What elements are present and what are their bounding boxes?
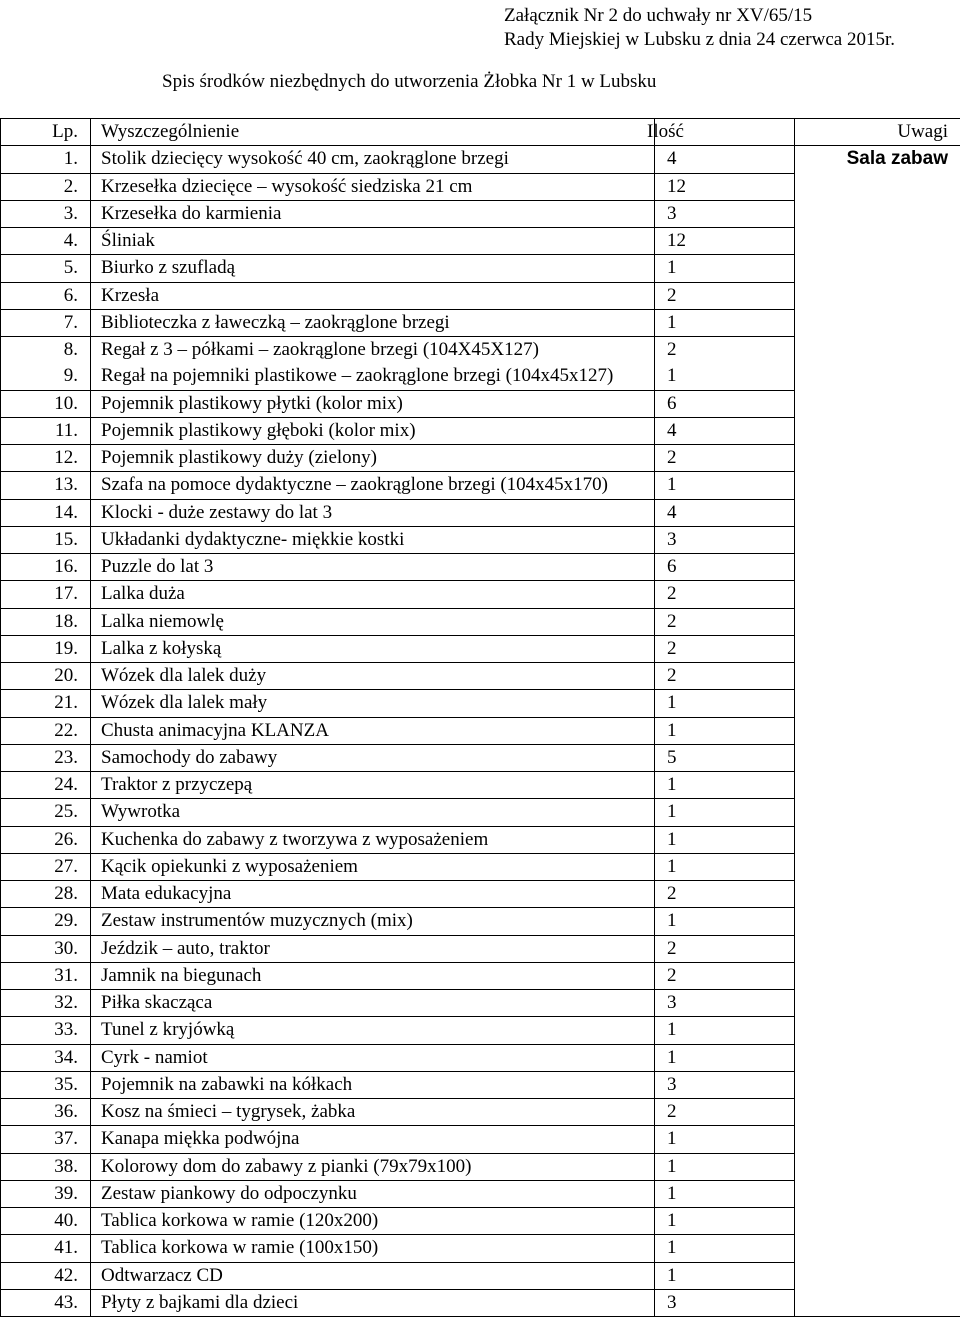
row-qty-cell — [655, 499, 795, 526]
row-qty: 3 — [667, 1073, 677, 1095]
row-name: Kuchenka do zabawy z tworzywa z wyposażeniem — [101, 828, 489, 850]
row-lp: 7. — [63, 311, 78, 333]
row-lp-cell — [1, 962, 91, 989]
row-name-cell — [91, 935, 655, 962]
row-name: Biblioteczka z ławeczką – zaokrąglone brzegi — [101, 311, 450, 333]
row-name-cell — [91, 1153, 655, 1180]
row-qty-cell — [655, 173, 795, 200]
row-lp-cell — [1, 146, 91, 173]
row-qty-cell — [655, 635, 795, 662]
row-name-cell — [91, 962, 655, 989]
row-lp: 17. — [54, 583, 78, 605]
row-qty-cell — [655, 744, 795, 771]
row-qty: 2 — [667, 964, 677, 986]
row-name-cell — [91, 255, 655, 282]
row-qty-cell — [655, 990, 795, 1017]
table-row — [1, 146, 960, 173]
row-lp-cell — [1, 908, 91, 935]
row-lp: 38. — [54, 1155, 78, 1177]
row-qty: 2 — [667, 447, 677, 468]
row-qty: 1 — [667, 774, 677, 795]
row-lp: 2. — [63, 175, 78, 197]
row-name-cell — [91, 744, 655, 771]
row-lp-cell — [1, 1262, 91, 1289]
row-qty-cell — [655, 935, 795, 962]
row-qty: 1 — [667, 719, 677, 741]
row-name: Piłka skacząca — [101, 992, 213, 1013]
row-lp-cell — [1, 1044, 91, 1071]
row-lp: 31. — [54, 964, 78, 986]
row-lp-cell — [1, 581, 91, 608]
row-lp: 8. — [63, 339, 78, 360]
row-qty: 3 — [667, 1291, 677, 1313]
row-lp-cell — [1, 554, 91, 581]
row-qty-cell — [655, 1235, 795, 1262]
row-lp-cell — [1, 173, 91, 200]
row-qty: 4 — [667, 501, 677, 523]
row-name-cell — [91, 908, 655, 935]
row-name: Krzesła — [101, 284, 160, 306]
row-lp: 10. — [54, 392, 78, 414]
row-lp: 21. — [54, 692, 78, 714]
row-lp: 4. — [63, 230, 78, 251]
row-qty-cell — [655, 1099, 795, 1126]
row-qty: 1 — [667, 474, 677, 496]
row-lp-cell — [1, 990, 91, 1017]
row-qty-cell — [655, 1044, 795, 1071]
row-qty-cell — [655, 390, 795, 417]
row-name-cell — [91, 990, 655, 1017]
row-lp: 30. — [54, 937, 78, 959]
row-name-cell — [91, 146, 655, 173]
row-name-cell — [91, 1180, 655, 1207]
row-lp-cell — [1, 1017, 91, 1044]
row-lp: 26. — [54, 828, 78, 850]
row-lp-cell — [1, 1153, 91, 1180]
row-qty-cell — [655, 146, 795, 173]
row-qty-cell — [655, 1017, 795, 1044]
row-name: Samochody do zabawy — [101, 746, 278, 768]
row-name-cell — [91, 554, 655, 581]
row-qty-cell — [655, 1126, 795, 1153]
items-table — [0, 118, 960, 1317]
row-lp-cell — [1, 417, 91, 444]
row-qty-cell — [655, 526, 795, 553]
row-lp: 33. — [54, 1019, 78, 1041]
row-qty: 2 — [667, 883, 677, 904]
row-name: Krzesełka dziecięce – wysokość siedziska 21 cm — [101, 175, 473, 197]
row-lp-cell — [1, 445, 91, 472]
row-lp: 25. — [54, 801, 78, 823]
row-name-cell — [91, 1126, 655, 1153]
row-qty-cell — [655, 445, 795, 472]
row-qty: 1 — [667, 311, 677, 333]
row-lp: 39. — [54, 1182, 78, 1204]
row-name: Lalka duża — [101, 583, 185, 605]
row-qty-cell — [655, 908, 795, 935]
row-lp-cell — [1, 690, 91, 717]
row-qty: 3 — [667, 992, 677, 1013]
row-name-cell — [91, 1262, 655, 1289]
row-name: Stolik dziecięcy wysokość 40 cm, zaokrąglone brzegi — [101, 148, 509, 170]
row-lp-cell — [1, 1071, 91, 1098]
row-qty-cell — [655, 1208, 795, 1235]
row-name-cell — [91, 445, 655, 472]
row-qty-cell — [655, 717, 795, 744]
row-lp: 43. — [54, 1291, 78, 1313]
row-qty-cell — [655, 1071, 795, 1098]
row-lp: 27. — [54, 855, 78, 877]
row-qty-cell — [655, 1180, 795, 1207]
row-name-cell — [91, 1208, 655, 1235]
row-name: Pojemnik plastikowy głęboki (kolor mix) — [101, 419, 416, 441]
row-lp: 37. — [54, 1128, 78, 1150]
row-lp: 32. — [54, 992, 78, 1013]
row-lp: 41. — [54, 1237, 78, 1259]
row-lp-cell — [1, 472, 91, 499]
row-qty: 1 — [667, 1046, 677, 1068]
row-qty-cell — [655, 799, 795, 826]
row-name-cell — [91, 228, 655, 255]
row-qty-cell — [655, 690, 795, 717]
row-name: Chusta animacyjna KLANZA — [101, 719, 329, 741]
row-name-cell — [91, 173, 655, 200]
row-qty-cell — [655, 608, 795, 635]
row-name: Śliniak — [101, 230, 155, 251]
row-qty: 1 — [667, 1019, 677, 1041]
row-name-cell — [91, 1099, 655, 1126]
row-name: Jeździk – auto, traktor — [101, 937, 270, 959]
row-lp: 29. — [54, 910, 78, 932]
row-lp: 5. — [63, 257, 78, 279]
row-qty: 3 — [667, 528, 677, 550]
row-name: Kolorowy dom do zabawy z pianki (79x79x100) — [101, 1155, 472, 1177]
row-lp: 23. — [54, 746, 78, 768]
row-name: Zestaw instrumentów muzycznych (mix) — [101, 910, 413, 932]
row-name-cell — [91, 390, 655, 417]
row-lp-cell — [1, 1180, 91, 1207]
row-qty-cell — [655, 826, 795, 853]
row-lp: 6. — [63, 284, 78, 306]
row-name-cell — [91, 608, 655, 635]
row-name: Kosz na śmieci – tygrysek, żabka — [101, 1101, 356, 1122]
row-qty: 1 — [667, 828, 677, 850]
header-name: Wyszczególnienie — [91, 119, 655, 146]
row-name: Cyrk - namiot — [101, 1046, 208, 1068]
row-lp: 9. — [63, 365, 78, 387]
row-lp: 24. — [54, 774, 78, 795]
row-name-cell — [91, 717, 655, 744]
row-lp-cell — [1, 744, 91, 771]
row-name: Odtwarzacz CD — [101, 1264, 223, 1286]
row-name-cell — [91, 499, 655, 526]
row-lp: 3. — [63, 202, 78, 224]
document-header — [504, 4, 895, 52]
row-name: Lalka z kołyską — [101, 637, 222, 659]
row-name-cell — [91, 200, 655, 227]
row-name-cell — [91, 1289, 655, 1316]
row-name-cell — [91, 663, 655, 690]
row-lp-cell — [1, 1126, 91, 1153]
row-name-cell — [91, 282, 655, 309]
row-qty-cell — [655, 309, 795, 336]
row-lp-cell — [1, 1235, 91, 1262]
row-qty: 6 — [667, 556, 677, 577]
header-line-2: Rady Miejskiej w Lubsku z dnia 24 czerwca 2015r. — [504, 29, 895, 50]
row-name: Regał z 3 – półkami – zaokrąglone brzegi (104X45X127) — [101, 339, 539, 360]
row-qty-cell — [655, 282, 795, 309]
row-name: Puzzle do lat 3 — [101, 556, 214, 577]
row-qty-cell — [655, 200, 795, 227]
row-lp: 18. — [54, 610, 78, 632]
row-lp: 40. — [54, 1210, 78, 1231]
row-name: Wózek dla lalek mały — [101, 692, 268, 714]
row-name: Krzesełka do karmienia — [101, 202, 282, 224]
row-qty: 1 — [667, 855, 677, 877]
row-lp-cell — [1, 935, 91, 962]
row-qty: 1 — [667, 1155, 677, 1177]
row-name: Lalka niemowlę — [101, 610, 224, 632]
row-qty: 3 — [667, 202, 677, 224]
row-name: Pojemnik na zabawki na kółkach — [101, 1073, 353, 1095]
row-name: Układanki dydaktyczne- miękkie kostki — [101, 528, 405, 550]
row-qty-cell — [655, 663, 795, 690]
row-name-cell — [91, 635, 655, 662]
row-qty-cell — [655, 1262, 795, 1289]
row-lp-cell — [1, 799, 91, 826]
row-lp: 14. — [54, 501, 78, 523]
row-qty: 1 — [667, 1264, 677, 1286]
row-name: Klocki - duże zestawy do lat 3 — [101, 501, 333, 523]
row-name: Płyty z bajkami dla dzieci — [101, 1291, 299, 1313]
row-lp-cell — [1, 826, 91, 853]
row-qty: 4 — [667, 148, 677, 170]
row-qty: 12 — [667, 230, 686, 251]
row-lp-cell — [1, 337, 91, 391]
row-name: Szafa na pomoce dydaktyczne – zaokrąglone brzegi (104x45x170) — [101, 474, 608, 496]
row-lp-cell — [1, 228, 91, 255]
row-lp-cell — [1, 881, 91, 908]
row-qty: 1 — [667, 1237, 677, 1259]
row-lp-cell — [1, 772, 91, 799]
row-lp: 11. — [54, 419, 78, 441]
row-qty: 1 — [667, 257, 677, 279]
row-lp-cell — [1, 608, 91, 635]
row-qty-cell — [655, 228, 795, 255]
row-lp-cell — [1, 635, 91, 662]
row-lp-cell — [1, 309, 91, 336]
row-qty: 2 — [667, 1101, 677, 1122]
row-qty-cell — [655, 581, 795, 608]
row-name-cell — [91, 309, 655, 336]
row-name-cell — [91, 417, 655, 444]
row-qty-cell — [655, 472, 795, 499]
row-lp-cell — [1, 1099, 91, 1126]
row-lp: 13. — [54, 474, 78, 496]
row-qty: 4 — [667, 419, 677, 441]
row-name: Zestaw piankowy do odpoczynku — [101, 1182, 357, 1204]
header-qty-label: Ilość — [647, 121, 684, 142]
row-name-cell — [91, 881, 655, 908]
row-name-cell — [91, 853, 655, 880]
row-qty: 1 — [667, 801, 677, 823]
row-qty-cell — [655, 255, 795, 282]
row-qty-cell — [655, 337, 795, 391]
row-lp-cell — [1, 255, 91, 282]
row-qty: 1 — [667, 910, 677, 932]
row-qty-cell — [655, 881, 795, 908]
row-name-cell — [91, 1235, 655, 1262]
row-qty-cell — [655, 772, 795, 799]
row-lp: 12. — [54, 447, 78, 468]
header-notes: Uwagi — [795, 119, 960, 146]
row-lp-cell — [1, 526, 91, 553]
row-name: Mata edukacyjna — [101, 883, 232, 904]
row-name: Tablica korkowa w ramie (100x150) — [101, 1237, 379, 1259]
row-qty: 12 — [667, 175, 686, 197]
row-lp-cell — [1, 1289, 91, 1316]
header-qty — [647, 119, 795, 146]
row-name: Kącik opiekunki z wyposażeniem — [101, 855, 358, 877]
row-lp-cell — [1, 200, 91, 227]
row-name-cell — [91, 337, 655, 391]
row-name-cell — [91, 690, 655, 717]
row-qty: 2 — [667, 284, 677, 306]
row-name: Pojemnik plastikowy duży (zielony) — [101, 447, 377, 468]
row-name-cell — [91, 799, 655, 826]
row-lp: 34. — [54, 1046, 78, 1068]
row-lp-cell — [1, 853, 91, 880]
row-qty-cell — [655, 1289, 795, 1316]
row-lp: 1. — [63, 148, 78, 170]
row-name: Pojemnik plastikowy płytki (kolor mix) — [101, 392, 403, 414]
row-name-cell — [91, 826, 655, 853]
header-line-1: Załącznik Nr 2 do uchwały nr XV/65/15 — [504, 5, 813, 26]
row-lp-cell — [1, 1208, 91, 1235]
row-qty: 2 — [667, 637, 677, 659]
row-qty-cell — [655, 1153, 795, 1180]
row-qty: 1 — [667, 1210, 677, 1231]
row-lp: 16. — [54, 556, 78, 577]
row-qty: 2 — [667, 665, 677, 686]
row-name-cell — [91, 772, 655, 799]
row-name-cell — [91, 472, 655, 499]
row-name-cell — [91, 1017, 655, 1044]
row-lp: 22. — [54, 719, 78, 741]
row-name: Traktor z przyczepą — [101, 774, 253, 795]
row-name: Wywrotka — [101, 801, 181, 823]
row-qty: 1 — [667, 365, 677, 387]
row-lp: 36. — [54, 1101, 78, 1122]
row-lp: 28. — [54, 883, 78, 904]
notes-cell: Sala zabaw — [795, 146, 960, 1317]
row-lp-cell — [1, 390, 91, 417]
row-qty: 1 — [667, 1128, 677, 1150]
row-lp: 35. — [54, 1073, 78, 1095]
row-lp: 42. — [54, 1264, 78, 1286]
table-header-row — [1, 119, 960, 146]
row-lp-cell — [1, 282, 91, 309]
row-name-cell — [91, 1071, 655, 1098]
row-name: Wózek dla lalek duży — [101, 665, 267, 686]
row-qty-cell — [655, 853, 795, 880]
row-name-cell — [91, 1044, 655, 1071]
row-lp: 19. — [54, 637, 78, 659]
row-lp-cell — [1, 663, 91, 690]
row-qty-cell — [655, 554, 795, 581]
row-qty: 1 — [667, 692, 677, 714]
row-qty: 2 — [667, 339, 677, 360]
row-name-cell — [91, 526, 655, 553]
row-name-cell — [91, 581, 655, 608]
row-qty-cell — [655, 417, 795, 444]
row-lp: 15. — [54, 528, 78, 550]
row-qty: 2 — [667, 583, 677, 605]
row-qty: 6 — [667, 392, 677, 414]
row-name: Tunel z kryjówką — [101, 1019, 235, 1041]
row-name: Regał na pojemniki plastikowe – zaokrąglone brzegi (104x45x127) — [101, 365, 614, 387]
row-lp-cell — [1, 499, 91, 526]
row-lp-cell — [1, 717, 91, 744]
row-name: Kanapa miękka podwójna — [101, 1128, 300, 1150]
document-title: Spis środków niezbędnych do utworzenia Żłobka Nr 1 w Lubsku — [162, 71, 657, 92]
row-qty: 2 — [667, 937, 677, 959]
row-name: Tablica korkowa w ramie (120x200) — [101, 1210, 379, 1231]
row-lp: 20. — [54, 665, 78, 686]
header-lp: Lp. — [1, 119, 91, 146]
row-qty: 2 — [667, 610, 677, 632]
row-name: Biurko z szufladą — [101, 257, 236, 279]
row-qty: 1 — [667, 1182, 677, 1204]
row-qty: 5 — [667, 746, 677, 768]
row-qty-cell — [655, 962, 795, 989]
row-name: Jamnik na biegunach — [101, 964, 262, 986]
